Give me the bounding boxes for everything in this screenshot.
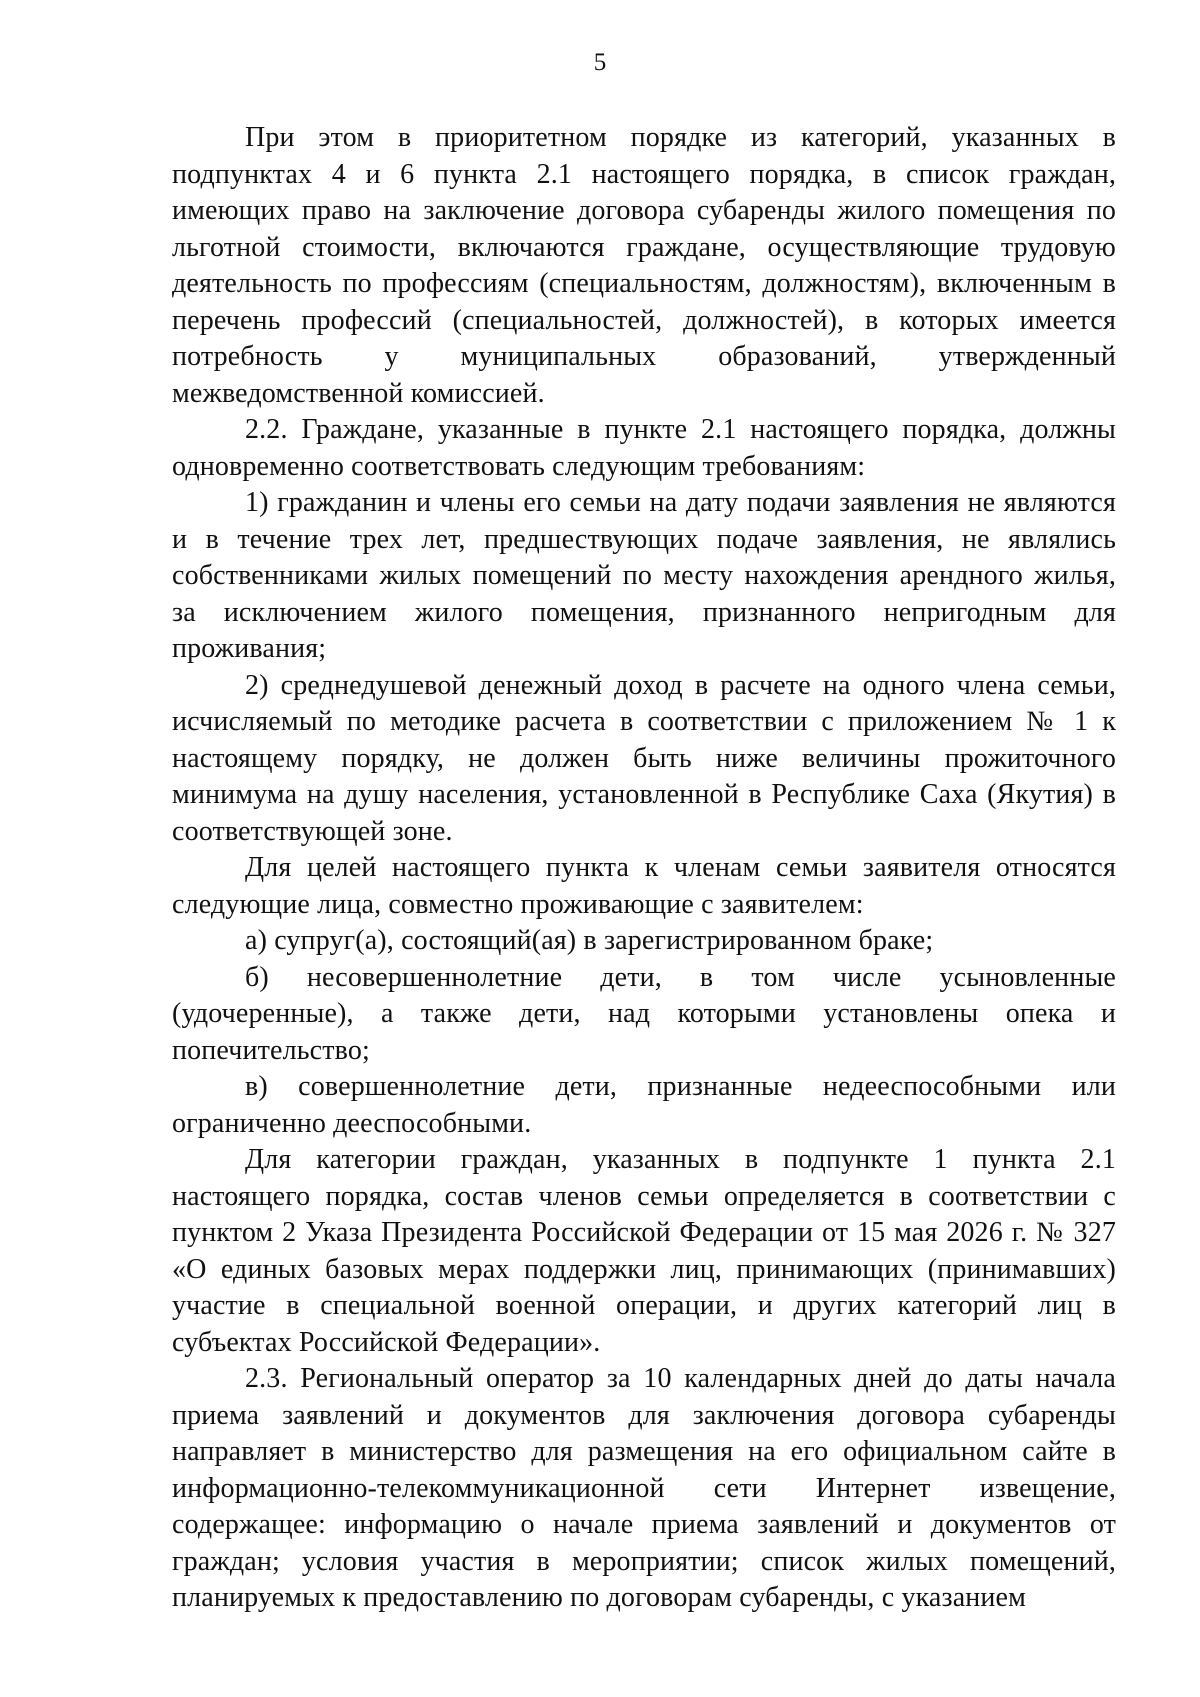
paragraph-family-item-a: а) супруг(а), состоящий(ая) в зарегистрированном браке; bbox=[245, 925, 934, 956]
paragraph-2-2-item-2: 2) среднедушевой денежный доход в расчете на одного члена семьи, исчисляемый по методике расчета в соответствии с приложением № 1 к настоящему порядку, не должен быть ниже величины прожиточного минимума на душу населения, установленной в Республике Саха (Якутия) в соответствующей зоне. bbox=[172, 669, 1116, 847]
paragraph-2-3: 2.3. Региональный оператор за 10 календарных дней до даты начала приема заявлений и документов для заключения договора субаренды направляет в министерство для размещения на его официальном сайте в информационно-телекоммуникационной сети Интернет извещение, содержащее: информацию о начале приема заявлений и документов от граждан; условия участия в мероприятии; список жилых помещений, планируемых к предоставлению по договорам субаренды, с указанием bbox=[172, 1363, 1116, 1613]
page-number: 5 bbox=[593, 49, 607, 76]
paragraph-2-2: 2.2. Граждане, указанные в пункте 2.1 настоящего порядка, должны одновременно соответствовать следующим требованиям: bbox=[172, 414, 1116, 482]
paragraph-priority-order: При этом в приоритетном порядке из категорий, указанных в подпунктах 4 и 6 пункта 2.1 настоящего порядка, в список граждан, имеющих право на заключение договора субаренды жилого помещения по льготной стоимости, включаются граждане, осуществляющие трудовую деятельность по профессиям (специальностям, должностям), включенным в перечень профессий (специальностей, должностей), в которых имеется потребность у муниципальных образований, утвержденный межведомственной комиссией. bbox=[172, 122, 1116, 409]
document-body bbox=[172, 120, 1116, 1617]
paragraph-family-members: Для целей настоящего пункта к членам семьи заявителя относятся следующие лица, совместно проживающие с заявителем: bbox=[172, 852, 1116, 920]
paragraph-family-item-v: в) совершеннолетние дети, признанные недееспособными или ограниченно дееспособными. bbox=[172, 1071, 1116, 1139]
paragraph-category-1: Для категории граждан, указанных в подпункте 1 пункта 2.1 настоящего порядка, состав членов семьи определяется в соответствии с пунктом 2 Указа Президента Российской Федерации от 15 мая 2026 г. № 327 «О единых базовых мерах поддержки лиц, принимающих (принимавших) участие в специальной военной операции, и других категорий лиц в субъектах Российской Федерации». bbox=[172, 1144, 1116, 1358]
paragraph-2-2-item-1: 1) гражданин и члены его семьи на дату подачи заявления не являются и в течение трех лет, предшествующих подаче заявления, не являлись собственниками жилых помещений по месту нахождения арендного жилья, за исключением жилого помещения, признанного непригодным для проживания; bbox=[172, 487, 1116, 664]
paragraph-family-item-b: б) несовершеннолетние дети, в том числе усыновленные (удочеренные), а также дети, над которыми установлены опека и попечительство; bbox=[172, 961, 1116, 1066]
